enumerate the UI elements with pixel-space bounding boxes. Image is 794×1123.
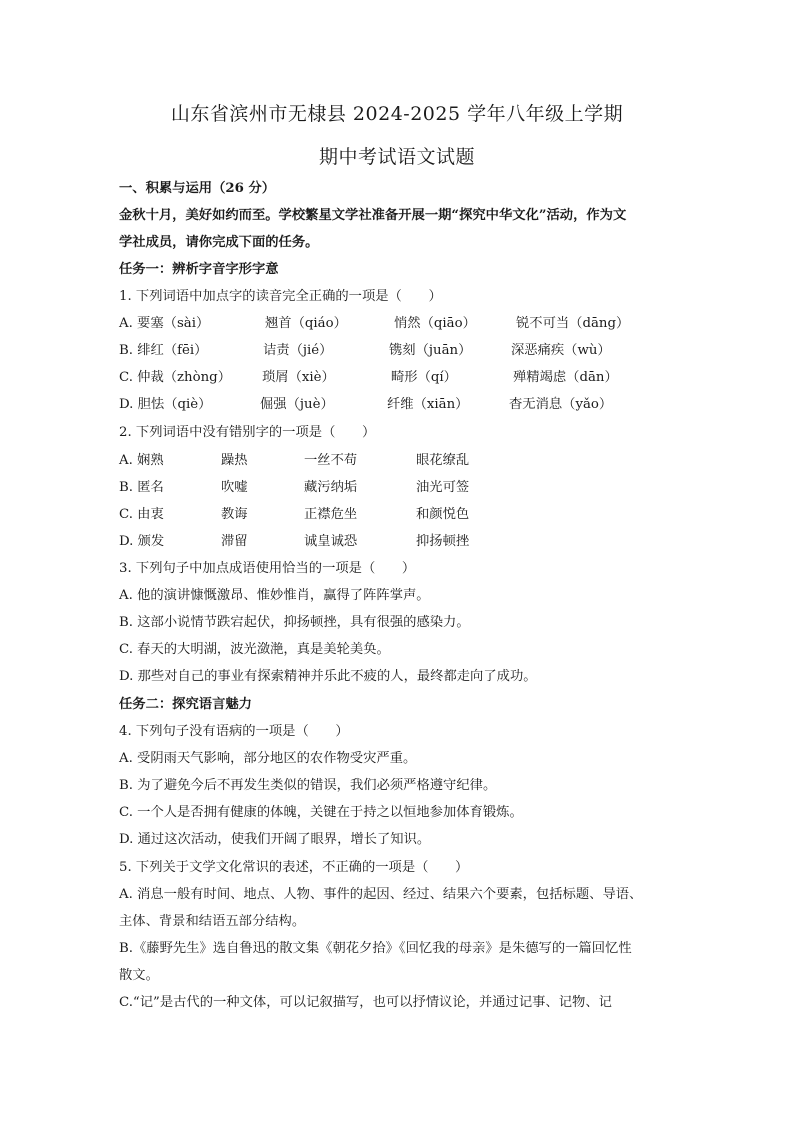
q2-d-4: 抑扬顿挫 [416,534,470,549]
q3-option-d: D. 那些对自己的事业有探索精神并乐此不疲的人，最终都走向了成功。 [119,669,537,684]
q2-b-4: 油光可签 [416,480,470,495]
q2-c-4: 和颜悦色 [416,507,470,522]
q2-a-2: 躁热 [221,453,248,468]
section-intro-line2: 学社成员，请你完成下面的任务。 [119,235,319,250]
q3-option-b: B. 这部小说情节跌宕起伏，抑扬顿挫，具有很强的感染力。 [119,615,470,630]
q1-c-3: 畸形（qí） [391,370,457,385]
q1-c-2: 琐屑（xiè） [262,370,335,385]
q1-c-1: C. 仲裁（zhòng） [119,370,231,385]
q2-a-3: 一丝不苟 [304,453,358,468]
q1-b-4: 深恶痛疾（wù） [511,343,611,358]
q5-line: 散文。 [119,968,159,983]
q5-line: B.《藤野先生》选自鲁迅的散文集《朝花夕拾》《回忆我的母亲》是朱德写的一篇回忆性 [119,941,632,956]
q4-option-b: B. 为了避免今后不再发生类似的错误，我们必须严格遵守纪律。 [119,778,497,793]
section-intro-line1: 金秋十月，美好如约而至。学校繁星文学社准备开展一期“探究中华文化”活动，作为文 [119,208,627,223]
section-heading: 一、积累与运用（26 分） [119,181,276,196]
q1-a-3: 悄然（qiāo） [394,316,476,331]
q1-d-2: 倔强（juè） [260,397,334,412]
q2-d-2: 滞留 [221,534,248,549]
q1-c-4: 殚精竭虑（dān） [513,370,618,385]
q1-d-3: 纤维（xiān） [387,397,469,412]
q1-b-2: 诘责（jié） [263,343,333,358]
q1-stem: 1. 下列词语中加点字的读音完全正确的一项是（ ） [119,289,442,304]
q1-d-4: 杳无消息（yǎo） [509,397,613,412]
q5-line: 主体、背景和结语五部分结构。 [119,914,306,929]
q1-d-1: D. 胆怯（qiè） [119,397,212,412]
q4-option-a: A. 受阴雨天气影响，部分地区的农作物受灾严重。 [119,751,417,766]
q2-a-4: 眼花缭乱 [416,453,470,468]
q4-option-c: C. 一个人是否拥有健康的体魄，关键在于持之以恒地参加体育锻炼。 [119,805,523,820]
q1-b-1: B. 绯红（fēi） [119,343,208,358]
q3-option-a: A. 他的演讲慷慨激昂、惟妙惟肖，赢得了阵阵掌声。 [119,588,430,603]
exam-title-line2: 期中考试语文试题 [318,146,475,168]
q2-stem: 2. 下列词语中没有错别字的一项是（ ） [119,425,376,440]
q5-stem: 5. 下列关于文学文化常识的表述，不正确的一项是（ ） [119,860,469,875]
q2-c-1: C. 由衷 [119,507,164,522]
q4-option-d: D. 通过这次活动，使我们开阔了眼界，增长了知识。 [119,832,431,847]
q2-c-2: 教诲 [221,507,248,522]
q1-a-1: A. 要塞（sài） [119,316,210,331]
q2-b-2: 吹嘘 [221,480,248,495]
q2-c-3: 正襟危坐 [304,507,358,522]
q4-stem: 4. 下列句子没有语病的一项是（ ） [119,724,349,739]
q5-line: C.“记”是古代的一种文体，可以记叙描写，也可以抒情议论，并通过记事、记物、记 [119,995,612,1010]
task1-heading: 任务一：辨析字音字形字意 [119,262,279,277]
q1-a-2: 翘首（qiáo） [265,316,347,331]
q2-d-3: 诚皇诚恐 [304,534,358,549]
q3-option-c: C. 春天的大明湖，波光潋滟，真是美轮美奂。 [119,642,390,657]
task2-heading: 任务二：探究语言魅力 [119,697,252,712]
q5-line: A. 消息一般有时间、地点、人物、事件的起因、经过、结果六个要素，包括标题、导语、 [119,887,643,902]
q2-b-1: B. 匿名 [119,480,164,495]
q1-b-3: 镌刻（juān） [389,343,472,358]
q2-b-3: 藏污纳垢 [304,480,358,495]
q2-d-1: D. 颁发 [119,534,165,549]
q2-a-1: A. 娴熟 [119,453,164,468]
exam-title-line1: 山东省滨州市无棣县 2024-2025 学年八年级上学期 [170,103,624,125]
q1-a-4: 锐不可当（dāng） [516,316,630,331]
q3-stem: 3. 下列句子中加点成语使用恰当的一项是（ ） [119,561,416,576]
